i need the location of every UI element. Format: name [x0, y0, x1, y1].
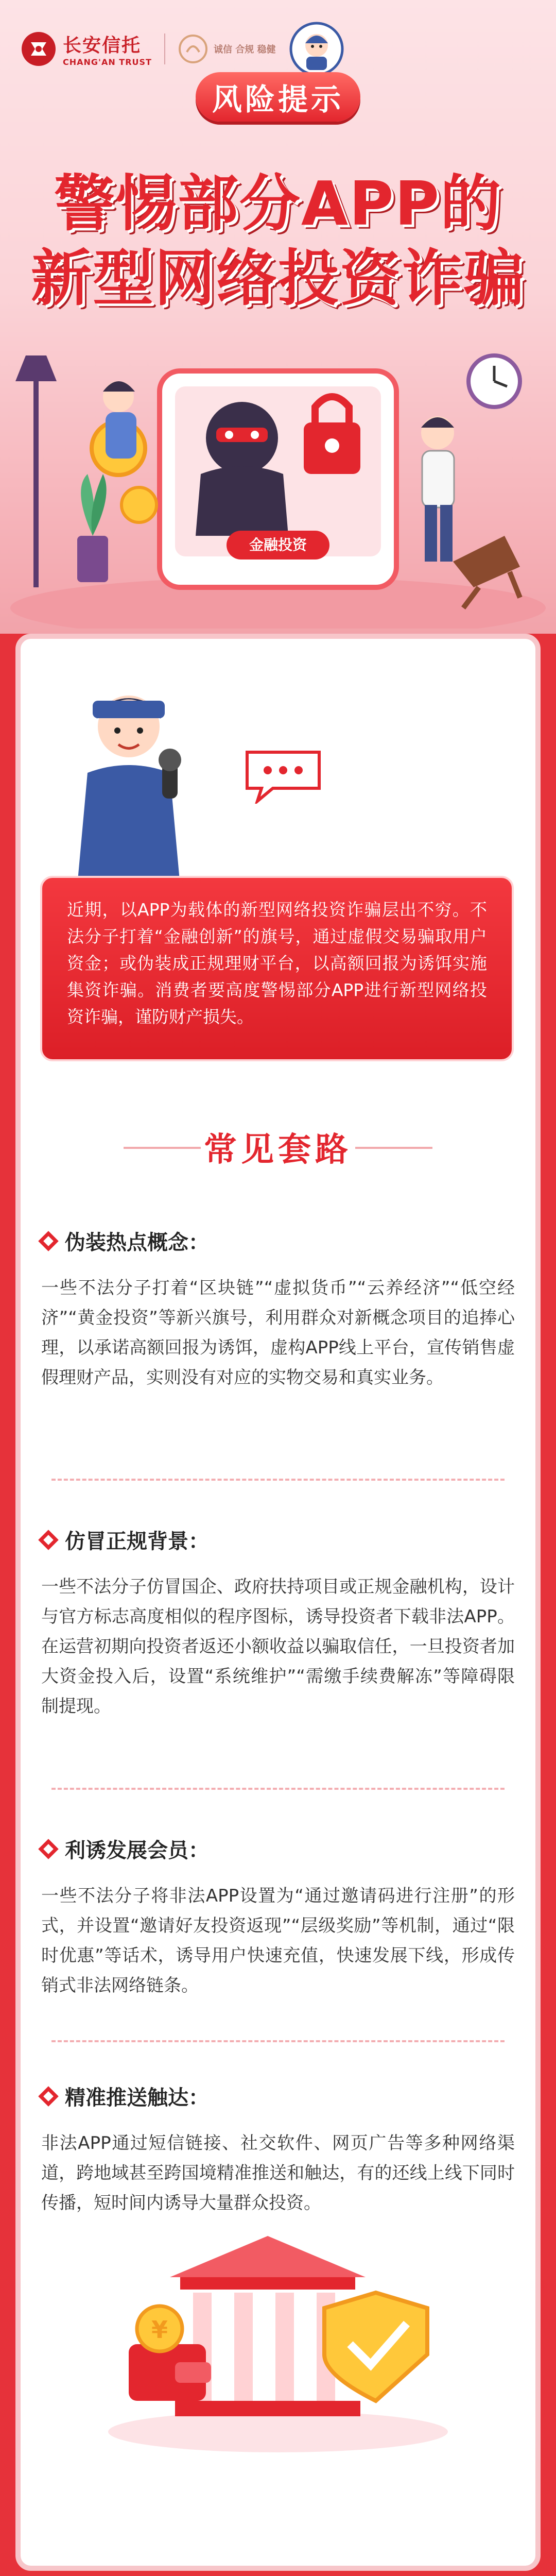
- diamond-bullet-icon: [38, 1839, 59, 1859]
- trick-item: [41, 1226, 515, 1393]
- trick-title: 精准推送触达：: [65, 2086, 209, 2110]
- trick-body: 一些不法分子打着“区块链”“虚拟货币”“云养经济”“低空经济”“黄金投资”等新兴旗号，利用群众对新概念项目的追捧心理，以承诺高额回报为诱饵，虚构APP线上平台，宣传销售虚假理财产品，实则没有对应的实物交易和真实业务。: [41, 1278, 515, 1388]
- hero-banner: [0, 0, 556, 634]
- logo-divider: [164, 33, 165, 64]
- chang-an-trust-logo: [21, 31, 152, 67]
- mascot-badge: [288, 21, 345, 77]
- dashed-divider: [51, 1788, 505, 1790]
- trick-item: [41, 1834, 515, 2001]
- logo-cn-text: 长安信托: [63, 35, 142, 56]
- culture-logo-icon: [178, 33, 208, 64]
- trick-item: [41, 1525, 515, 1721]
- trick-body: 一些不法分子将非法APP设置为“通过邀请码进行注册”的形式，并设置“邀请好友投资返现”“层级奖励”等机制，通过“限时优惠”等话术，诱导用户快速充值，快速发展下线，形成传销式非法网络链条。: [41, 1886, 515, 1996]
- bank-illustration: [98, 2215, 458, 2452]
- section-title-tricks-text: 常见套路: [204, 1131, 352, 1169]
- risk-tag: 风险提示: [196, 72, 360, 122]
- trick-body: 一些不法分子仿冒国企、政府扶持项目或正规金融机构，设计与官方标志高度相似的程序图标，诱导投资者下载非法APP。在运营初期向投资者返还小额收益以骗取信任，一旦投资者加大资金投入后，设置“系统维护”“需缴手续费解冻”等障碍限制提现。: [41, 1577, 515, 1717]
- hacker-illustration: [0, 319, 556, 629]
- intro-text: 近期，以APP为载体的新型网络投资诈骗层出不穷。不法分子打着“金融创新”的旗号，通过虚假交易骗取用户资金；或伪装成正规理财平台，以高额回报为诱饵实施集资诈骗。消费者要高度警惕部分APP进行新型网络投资诈骗，谨防财产损失。: [40, 876, 514, 1061]
- trick-title: 仿冒正规背景：: [65, 1530, 209, 1553]
- hero-title-line1: 警惕部分APP的: [54, 168, 502, 239]
- trick-title: 伪装热点概念：: [65, 1231, 209, 1255]
- dashed-divider: [51, 1479, 505, 1481]
- speech-bubble: [242, 747, 324, 804]
- culture-logo-text: 诚信 合规 稳健: [213, 44, 276, 55]
- dashed-divider: [51, 2040, 505, 2042]
- phone-label: 金融投资: [249, 536, 307, 553]
- trick-body: 非法APP通过短信链接、社交软件、网页广告等多种网络渠道，跨地域甚至跨国境精准推送和触达，有的还线上线下同时传播，短时间内诱导大量群众投资。: [41, 2133, 515, 2213]
- diamond-bullet-icon: [38, 1231, 59, 1251]
- trick-item: [41, 2081, 515, 2218]
- chang-an-trust-logo-mark: [21, 31, 57, 67]
- svg-text:¥: ¥: [151, 2316, 168, 2344]
- microphone-figure: [51, 670, 206, 886]
- culture-logo: [178, 33, 276, 64]
- logo-bar: [21, 21, 345, 77]
- diamond-bullet-icon: [38, 2086, 59, 2107]
- title-deco-left: [124, 1147, 201, 1149]
- section-title-tricks: [21, 1123, 535, 1171]
- trick-title: 利诱发展会员：: [65, 1839, 209, 1862]
- title-deco-right: [355, 1147, 432, 1149]
- hero-title-line2: 新型网络投资诈骗: [30, 243, 525, 314]
- logo-en-text: CHANG'AN TRUST: [63, 57, 152, 67]
- diamond-bullet-icon: [38, 1530, 59, 1550]
